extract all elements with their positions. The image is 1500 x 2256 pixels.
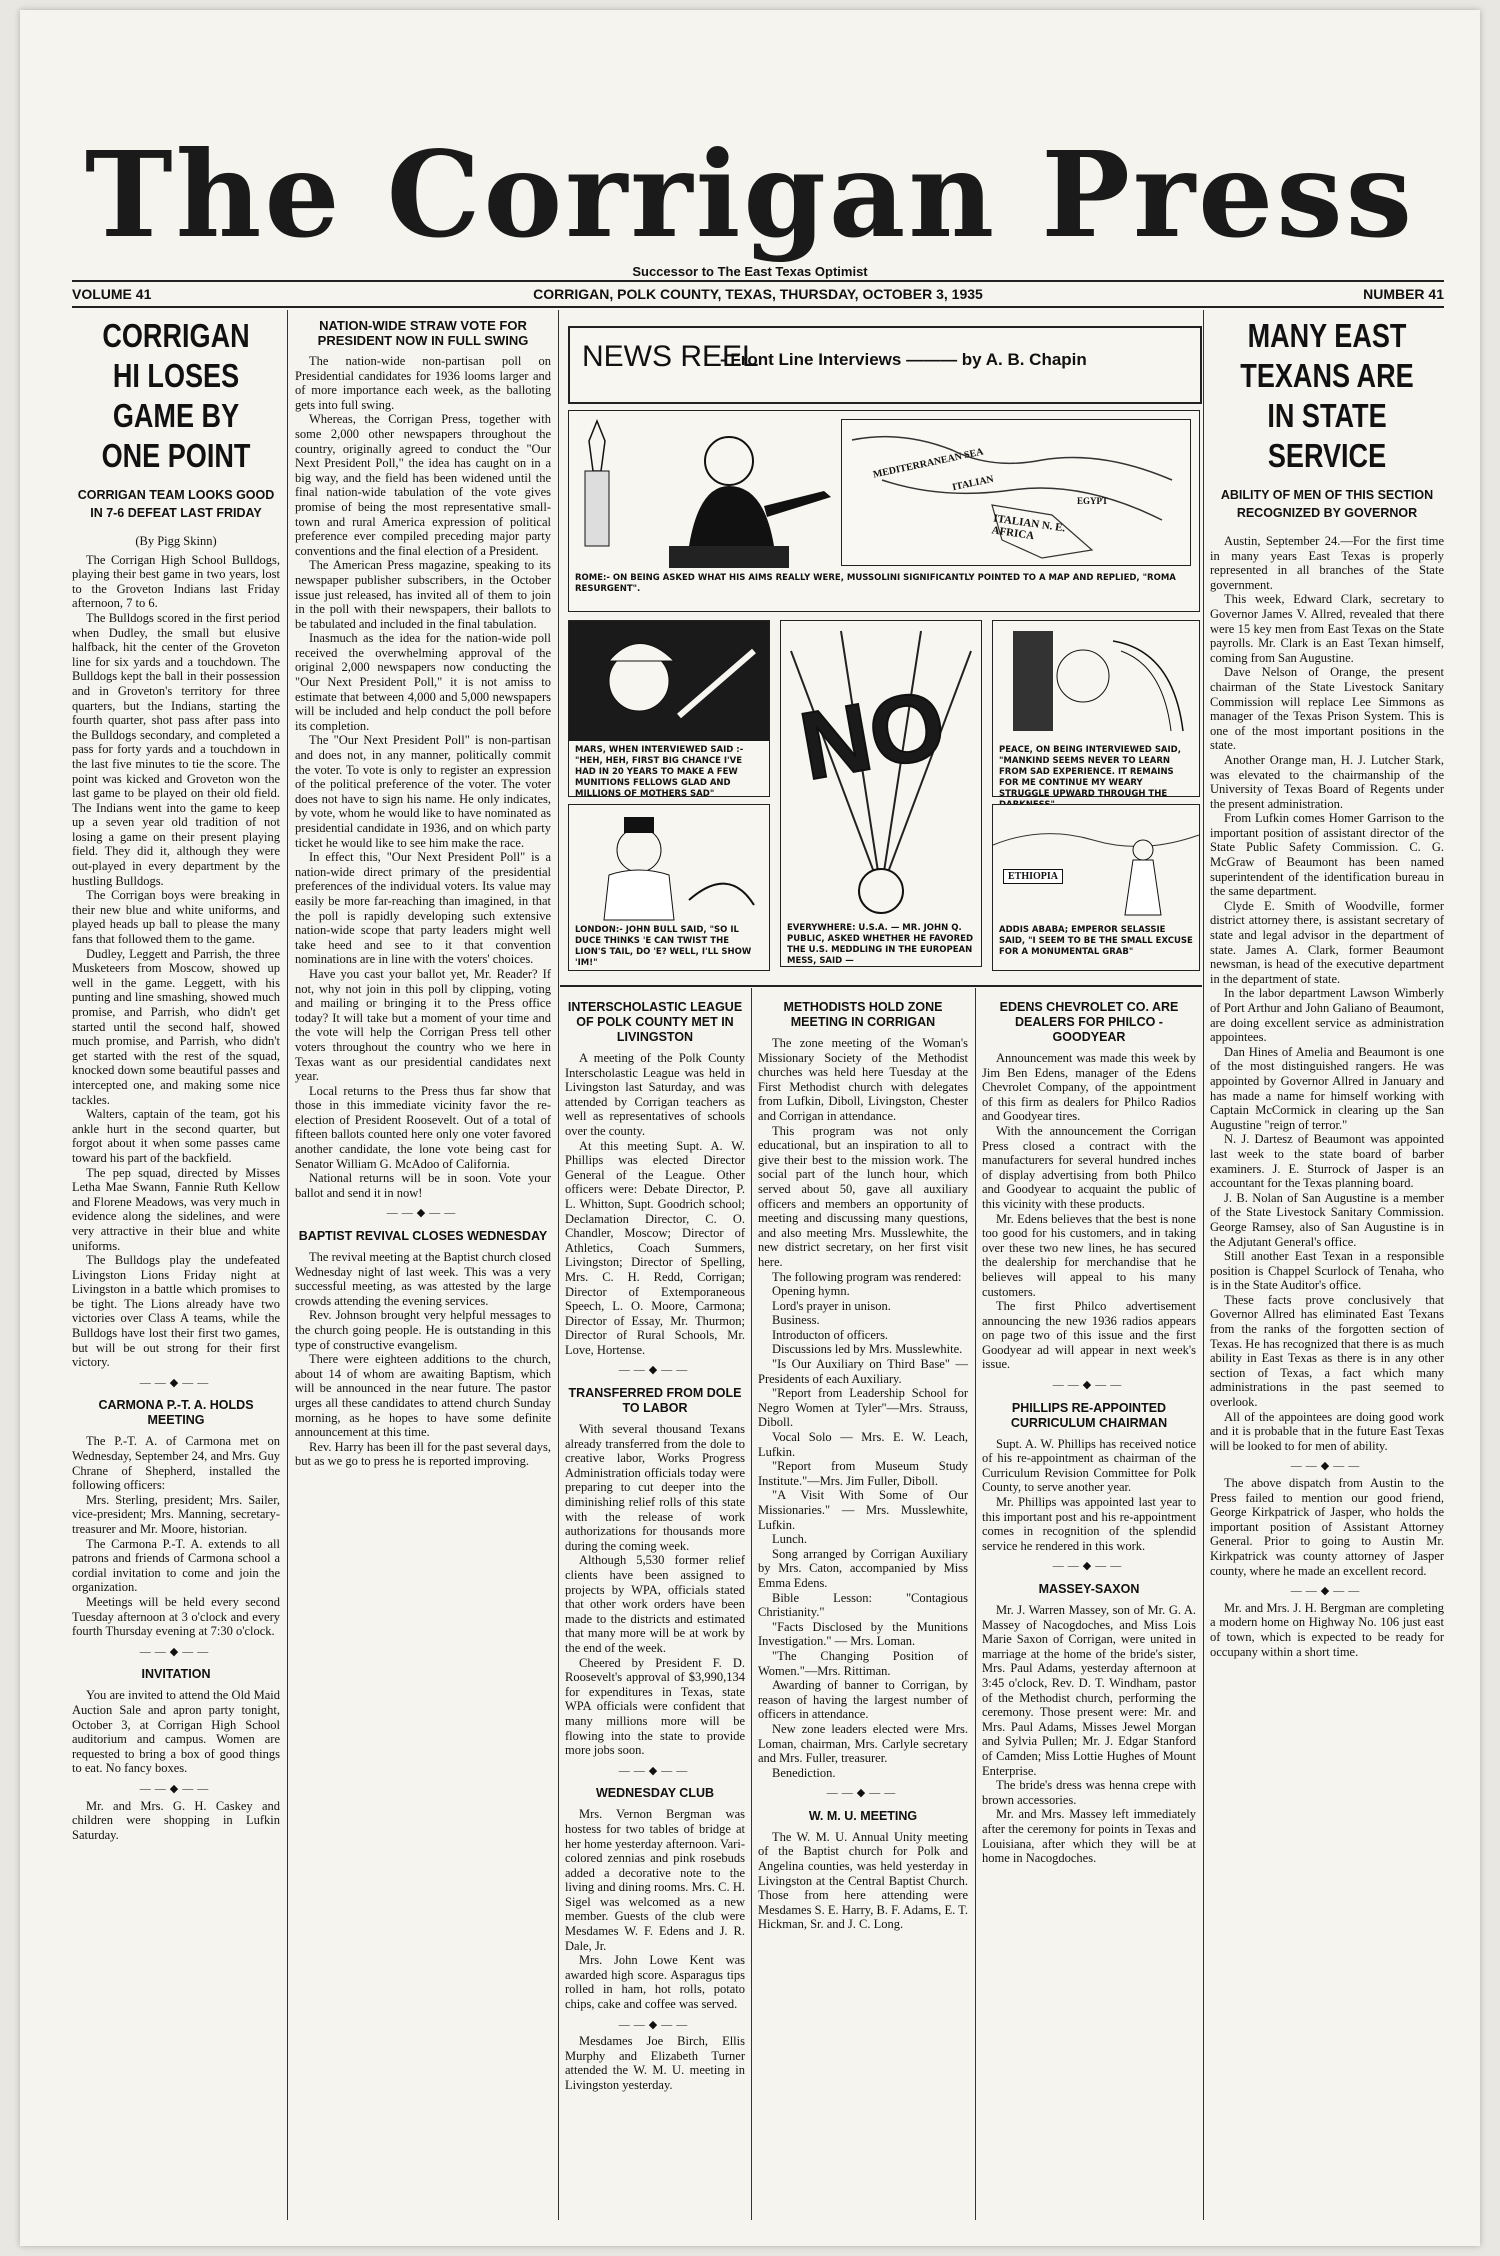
paragraph: New zone leaders elected were Mrs. Loman, chairman, Mrs. Carlyle secretary and Mrs. Fuller, treasurer. (758, 1721, 968, 1766)
separator-ornament (1210, 1584, 1444, 1599)
map-label: ITALIAN (951, 473, 995, 494)
dictator-body (689, 486, 774, 546)
paragraph: Have you cast your ballot yet, Mr. Reader? If not, why not join in this poll by clipping, voting and mailing or bringing it to the Press office today? It will take but a moment of your time and the vote will help the Corrigan Press tell other voters throughout the country who we here in Texas want as our presidential candidates next year. (295, 966, 551, 1084)
paragraph: Lord's prayer in unison. (772, 1298, 891, 1313)
cartoon-title: NEWS REEL (582, 340, 759, 373)
paragraph: Mr. Phillips was appointed last year to this important post and his re-appointment comes in recognition of the splendid service he rendered in this work. (982, 1495, 1196, 1553)
caption-london: LONDON:- JOHN BULL SAID, "SO IL DUCE THINKS 'E CAN TWIST THE LION'S TAIL, DO 'E? WELL, I'LL SHOW 'IM!" (575, 925, 752, 968)
cartoon-panel-rome (568, 410, 1200, 612)
paragraph: "Report from Leadership School for Negro Women at Tyler"—Mrs. Strauss, Diboll. (758, 1386, 968, 1430)
emperor-robe (1125, 860, 1161, 915)
paragraph: With several thousand Texans already transferred from the dole to creative labor, Works Progress Administration officials today were preparing to cut deeper into the diminishing relief rolls of this state with the release of work authorizations for thousands more during the coming week. (565, 1422, 745, 1553)
paragraph: Lunch. (772, 1532, 808, 1547)
paragraph: At this meeting Supt. A. W. Phillips was elected Director General of the League. Other officers were: Debate Director, P. L. Whitton, Supt. Goodrich school; Declamation Director, C. O. Chandler, Moscow; Director of Athletics, Coach Summers, Livingston; Director of Spelling, Mrs. C. H. Redd, Corrigan; Director of Extemporaneous Speech, L. O. Moore, Carmona; Director of Essay, Mr. Thurmon; Director of Rural Schools, Mr. Love, Hortense. (565, 1138, 745, 1357)
number-label: NUMBER 41 (1363, 286, 1444, 302)
paragraph: A meeting of the Polk County Interscholastic League was held in Livingston last Saturday, and was attended by Corrigan teachers as well as representatives of schools over the county. (565, 1051, 745, 1138)
headline-wednesday-club: WEDNESDAY CLUB (595, 1786, 715, 1801)
column-1 (72, 316, 280, 2220)
column-rule (287, 310, 288, 2220)
cartoon-panel-mars (568, 620, 770, 797)
dark-shadow (1013, 631, 1053, 731)
paragraph: Mrs. Sterling, president; Mrs. Sailer, vice-president; Mrs. Manning, secretary-treasurer and Mr. Moore, historian. (72, 1492, 280, 1536)
masthead-successor: Successor to The East Texas Optimist (632, 264, 868, 279)
paragraph: With the announcement the Corrigan Press closed a contract with the manufacturers for several hundred inches of display advertising from both Philco and Goodyear to acquaint the public of this vicinity with these products. (982, 1123, 1196, 1211)
paragraph: You are invited to attend the Old Maid Auction Sale and apron party tonight, October 3, at Corrigan High School auditorium and campus. Women are requested to bring a box of good things to eat. No fancy boxes. (72, 1688, 280, 1776)
headline-invitation: INVITATION (141, 1667, 211, 1682)
headline-massey-saxon: MASSEY-SAXON (1038, 1582, 1140, 1596)
cartoon-panel-london (568, 804, 770, 971)
paragraph: The Bulldogs scored in the first period when Dudley, the small but elusive halfback, hit the center of the Groveton line for six yards and a touchdown. The Bulldogs kept the ball in their possession and in Groveton's territory for three quarters, but the Indians, starting the fourth quarter, shot pass after pass into the Bulldogs secondary, and completed a pass for forty yards and a touchdown in the last five minutes to tie the score. The point was kicked and Groveton won the last game to be played on their old field. The Indians went into the game to keep up a seven year old tradition of not losing a game on their present playing field. They did it, although they were out-played in every department by the hustling Bulldogs. (72, 610, 280, 888)
headline-carmona: CARMONA P.-T. A. HOLDS MEETING (98, 1398, 254, 1428)
paragraph: The nation-wide non-partisan poll on Presidential candidates for 1936 looms larger and of more importance each week, as the balloting gets into full swing. (295, 354, 551, 412)
map-drawing (842, 420, 1190, 565)
emperor-head (1133, 840, 1153, 860)
ethiopia-sign: ETHIOPIA (1003, 869, 1063, 884)
paragraph: Mr. and Mrs. Massey left immediately after the ceremony for points in Texas and Louisiana, after which they will be at home in Nacogdoches. (982, 1807, 1196, 1866)
paragraph: "The Changing Position of Women."—Mrs. Rittiman. (758, 1648, 968, 1678)
subhead-football: CORRIGAN TEAM LOOKS GOOD IN 7-6 DEFEAT LAST FRIDAY (77, 488, 275, 520)
paragraph: Whereas, the Corrigan Press, together with some 2,000 other newspapers throughout the country, originally agreed to conduct the "Our Next President Poll," the idea has caught on in a big way, and the field has been widened until the final nation-wide tabulation of the vote gives promise of being the most representative small-town and rural America expression of political preference ever compiled preceding major party conventions and the final election of a President. (295, 412, 551, 558)
map-label: ITALIAN N. E. AFRICA (990, 512, 1067, 543)
john-bull-drawing (569, 805, 769, 925)
paragraph: Mr. and Mrs. J. H. Bergman are completing a modern home on Highway No. 106 just east of town, which is expected to be ready for occupany within a short time. (1210, 1600, 1444, 1659)
column-5 (982, 992, 1196, 2220)
newspaper-page (20, 10, 1480, 2246)
statue-figure (589, 421, 605, 471)
headline-methodists: METHODISTS HOLD ZONE MEETING IN CORRIGAN (783, 1000, 943, 1029)
paragraph: National returns will be in soon. Vote your ballot and send it in now! (295, 1171, 551, 1200)
paragraph: Discussions led by Mrs. Musslewhite. (772, 1342, 963, 1357)
headline-edens: EDENS CHEVROLET CO. ARE DEALERS FOR PHILCO - GOODYEAR (999, 1000, 1179, 1044)
paragraph: Song arranged by Corrigan Auxiliary by Mrs. Caton, accompanied by Miss Emma Edens. (758, 1546, 968, 1590)
map-label: EGYPT (1077, 496, 1109, 506)
column-4 (758, 992, 968, 2220)
lion-tail (689, 884, 754, 905)
paragraph: The W. M. U. Annual Unity meeting of the Baptist church for Polk and Angelina counties, was held yesterday in Livingston at the Central Baptist Church. Those from here attending were Mesdames S. E. Harry, B. F. Adams, E. T. Hickman, Sr. and J. C. Long. (758, 1829, 968, 1932)
selassie-drawing (993, 805, 1199, 925)
coastline (882, 480, 1162, 520)
subhead-state-service: ABILITY OF MEN OF THIS SECTION RECOGNIZED BY GOVERNOR (1220, 488, 1434, 520)
headline-wmu: W. M. U. MEETING (808, 1808, 918, 1823)
paragraph: Opening hymn. (772, 1284, 850, 1299)
masthead-rule-top (72, 280, 1444, 282)
paragraph: There were eighteen additions to the church, about 14 of whom are awaiting Baptism, which will be announced in the near future. The pastor urges all these candidates to attend church Sunday morning, as he hopes to have some definite announcement at this time. (295, 1352, 551, 1440)
column-2 (295, 316, 551, 2220)
paragraph: The P.-T. A. of Carmona met on Wednesday, September 24, and Mrs. Guy Chrane of Shepherd, installed the following officers: (72, 1434, 280, 1493)
paragraph: Meetings will be held every second Tuesday afternoon at 3 o'clock and every fourth Thursday evening at 7:30 o'clock. (72, 1594, 280, 1639)
paragraph: The Corrigan High School Bulldogs, playing their best game in two years, lost to the Groveton Indians last Friday afternoon, 7 to 6. (72, 552, 280, 611)
paragraph: Cheered by President F. D. Roosevelt's approval of $3,990,134 for expenditures in Texas, state WPA officials were confident that many millions more will be flowing into the state to provide more jobs soon. (565, 1655, 745, 1758)
paragraph: The above dispatch from Austin to the Press failed to mention our good friend, George Kirkpatrick of Jasper, who holds the important position of Assistant Attorney General. Prior to going to Austin Mr. Kirkpatrick was county attorney of Jasper county, where he made an excellent record. (1210, 1476, 1444, 1578)
caption-rome: ROME:- ON BEING ASKED WHAT HIS AIMS REALLY WERE, MUSSOLINI SIGNIFICANTLY POINTED TO A MAP AND REPLIED, "ROMA RESURGENT". (575, 573, 1176, 594)
cartoon-panel-addis (992, 804, 1200, 971)
separator-ornament (1210, 1459, 1444, 1474)
masthead-rule-bottom (72, 306, 1444, 308)
pointing-arm (764, 491, 831, 517)
separator-ornament (758, 1786, 968, 1801)
caption-usa: EVERYWHERE: U.S.A. — MR. JOHN Q. PUBLIC, ASKED WHETHER HE FAVORED THE U.S. MEDDLING IN THE EUROPEAN MESS, SAID — (787, 923, 974, 966)
paragraph: Benediction. (772, 1765, 836, 1780)
separator-ornament (982, 1378, 1196, 1393)
paragraph: All of the appointees are doing good work and it is probable that in the future East Texas will be looked to for men of ability. (1210, 1409, 1444, 1453)
headline-straw-vote: NATION-WIDE STRAW VOTE FOR PRESIDENT NOW IN FULL SWING (317, 318, 529, 348)
paragraph: Mrs. John Lowe Kent was awarded high score. Asparagus tips rolled in ham, hot rolls, potato chips, cake and coffee was served. (565, 1953, 745, 2012)
separator-ornament (72, 1782, 280, 1797)
peace-drawing (993, 621, 1199, 741)
dictator-head (705, 437, 753, 485)
peace-face (1057, 650, 1109, 702)
map-board (841, 419, 1191, 566)
paragraph: Another Orange man, H. J. Lutcher Stark, was elevated to the chairmanship of the University of Texas Board of Regents under the present administration. (1210, 752, 1444, 811)
headline-phillips: PHILLIPS RE-APPOINTED CURRICULUM CHAIRMAN (1010, 1400, 1168, 1430)
paragraph: In the labor department Lawson Wimberly of Port Arthur and John Galiano of Beaumont, are doing excellent service as administration appointees. (1210, 986, 1444, 1045)
paragraph: The revival meeting at the Baptist church closed Wednesday night of last week. This was a very successful meeting, as was attested by the large crowds attending the evening services. (295, 1250, 551, 1308)
paragraph: Mesdames Joe Birch, Ellis Murphy and Elizabeth Turner attended the W. M. U. meeting in Livingston yesterday. (565, 2034, 745, 2092)
paragraph: "Is Our Auxiliary on Third Base" — Presidents of each Auxiliary. (758, 1357, 968, 1386)
paragraph: Mrs. Vernon Bergman was hostess for two tables of bridge at her home yesterday afternoon. Vari-colored zennias and pink rosebuds added a decorative note to the living and dining rooms. Mrs. C. H. Sigel was welcomed as a new member. Guests of the club were Mesdames W. F. Edens and J. R. Dale, Jr. (565, 1807, 745, 1953)
podium (669, 546, 789, 568)
paragraph: Vocal Solo — Mrs. E. W. Leach, Lufkin. (758, 1430, 968, 1459)
paragraph: Bible Lesson: "Contagious Christianity." (758, 1590, 968, 1620)
column-6 (1210, 316, 1444, 2220)
paragraph: Business. (772, 1313, 820, 1328)
paragraph: Mr. and Mrs. G. H. Caskey and children were shopping in Lufkin Saturday. (72, 1798, 280, 1842)
paragraph: Clyde E. Smith of Woodville, former district attorney there, is assistant secretary of state and legal advisor in the department of state. James A. Clark, former Beaumont newsman, is head of the executive department in the department of state. (1210, 898, 1444, 986)
dateline-text: CORRIGAN, POLK COUNTY, TEXAS, THURSDAY, OCTOBER 3, 1935 (533, 286, 983, 302)
separator-ornament (565, 2018, 745, 2033)
volume-label: VOLUME 41 (72, 286, 152, 302)
top-hat (624, 817, 654, 833)
wing (1113, 641, 1183, 731)
separator-ornament (295, 1206, 551, 1221)
paragraph: This program was not only educational, but an inspiration to all to give their best to the mission work. The social part of the lunch hour, which served about 50, gave all auxiliary officers and members an opportunity of meeting and discussing many questions, and also meeting Mrs. Musslewhite, the new district secretary, on her first visit here. (758, 1123, 968, 1269)
cartoon-panel-peace (992, 620, 1200, 797)
byline: (By Pigg Skinn) (135, 534, 217, 548)
headline-baptist: BAPTIST REVIVAL CLOSES WEDNESDAY (298, 1229, 548, 1244)
paragraph: Rev. Harry has been ill for the past several days, but as we go to press he is reported improving. (295, 1439, 551, 1469)
paragraph: "Report from Museum Study Institute."—Mrs. Jim Fuller, Diboll. (758, 1459, 968, 1488)
caption-mars: MARS, WHEN INTERVIEWED SAID :- "HEH, HEH, FIRST BIG CHANCE I'VE HAD IN 20 YEARS TO MAKE A FEW MUNITIONS FELLOWS GLAD AND MILLIONS OF MOTHERS SAD" (575, 745, 744, 799)
headline-interscholastic: INTERSCHOLASTIC LEAGUE OF POLK COUNTY MET IN LIVINGSTON (567, 1000, 743, 1044)
paragraph: This week, Edward Clark, secretary to Governor James V. Allred, revealed that there were 15 key men from East Texas on the State payrolls. Mr. Clark is an East Texan himself, coming from San Augustine. (1210, 592, 1444, 665)
column-rule (751, 988, 752, 2220)
paragraph: Local returns to the Press thus far show that those in this immediate vicinity favor the re-election of President Roosevelt. Out of a total of fifteen ballots counted here only one voter favored another candidate, the lone vote being cast for Senator William G. McAdoo of California. (295, 1083, 551, 1171)
masthead-title: The Corrigan Press (84, 125, 1416, 264)
paragraph: Still another East Texan in a responsible position is Chappel Scurlock of Tenaha, who is in the State Auditor's office. (1210, 1249, 1444, 1293)
paragraph: Dan Hines of Amelia and Beaumont is one of the most distinguished rangers. He was appointed by Governor Allred in January and has made a name for himself working with Captain McCormick in clearing up the San Augustine "reign of terror." (1210, 1044, 1444, 1132)
paragraph: Rev. Johnson brought very helpful messages to the church going people. He is outstanding in this type of constructive evangelism. (295, 1308, 551, 1352)
paragraph: N. J. Dartesz of Beaumont was appointed last week to the state board of barber examiners. J. E. Sturrock of Jasper is an accountant for the Texas planning board. (1210, 1132, 1444, 1191)
paragraph: Mr. J. Warren Massey, son of Mr. G. A. Massey of Nacogdoches, and Miss Lois Marie Saxon of Corrigan, were united in marriage at the home of the bride's sister, Mrs. Paul Adams, yesterday afternoon at 3:45 o'clock, Rev. D. T. Windham, pastor of the Methodist church, performing the ceremony. Those present were: Mr. and Mrs. Paul Adams, Misses Jewel Morgan and Sylvia Pullen; Mr. J. Edgar Stanford of Camden; Miss Lottie Hughes of Mount Enterprise. (982, 1603, 1196, 1778)
separator-ornament (72, 1376, 280, 1391)
paragraph: Announcement was made this week by Jim Ben Edens, manager of the Edens Chevrolet Company, of the appointment of this firm as dealers for Philco Radios and Goodyear tires. (982, 1051, 1196, 1124)
cartoon-title-box (568, 326, 1202, 404)
paragraph: Introducton of officers. (772, 1327, 889, 1342)
paragraph: Awarding of banner to Corrigan, by reason of having the largest number of officers in attendance. (758, 1678, 968, 1722)
cartoon-bottom-rule (560, 985, 1202, 987)
paragraph: The Corrigan boys were breaking in their new blue and white uniforms, and played heads up ball to please the many fans that followed them to the game. (72, 888, 280, 947)
paragraph: The American Press magazine, speaking to its newspaper publisher subscribers, in the October issue just released, has invited all of them to join in the poll with their newspapers, their ballots to be tabulated and included in the final tabulation. (295, 558, 551, 631)
separator-ornament (565, 1363, 745, 1378)
separator-ornament (72, 1645, 280, 1660)
caption-addis: ADDIS ABABA; EMPEROR SELASSIE SAID, "I SEEM TO BE THE SMALL EXCUSE FOR A MONUMENTAL GRAB" (999, 925, 1193, 957)
paragraph: In effect this, "Our Next President Poll" is a nation-wide direct primary of the presidential preferences of the individual voters. Its value may easily be more far-reaching than imagined, in that the poll is rapidly developing such extensive nation-wide scope that party leaders might well take heed and see to it that convention nominations are in line with the voters' choices. (295, 850, 551, 967)
paragraph: The following program was rendered: (772, 1269, 962, 1284)
paragraph: The Carmona P.-T. A. extends to all patrons and friends of Carmona school a cordial invitation to come and join the organization. (72, 1536, 280, 1595)
paragraph: Mr. Edens believes that the best is none too good for his customers, and in taking over these two new lines, he has secured the dealership for merchandise that he believes will appeal to his many customers. (982, 1211, 1196, 1299)
separator-ornament (982, 1559, 1196, 1574)
paragraph: Inasmuch as the idea for the nation-wide poll received the overwhelming approval of the original 2,000 newspapers now conducting the "Our Next President Poll," it is not amiss to estimate that between 4,000 and 5,000 newspapers will be included and help conduct the poll before its completion. (295, 631, 551, 733)
wing (1121, 651, 1171, 731)
john-bull-face (617, 828, 661, 872)
horizon (993, 834, 1199, 847)
headline-football: CORRIGAN HI LOSES GAME BY ONE POINT (101, 317, 251, 474)
news-reel-cartoon (568, 326, 1200, 978)
headline-state-service: MANY EAST TEXANS ARE IN STATE SERVICE (1240, 317, 1414, 474)
no-shout: NO (792, 670, 954, 801)
paragraph: The zone meeting of the Woman's Missionary Society of the Methodist churches was held here Tuesday at the First Methodist church with delegates from Lufkin, Diboll, Livingston, Chester and Corrigan in attendance. (758, 1036, 968, 1123)
paragraph: "Facts Disclosed by the Munitions Investigation." — Mrs. Loman. (758, 1619, 968, 1649)
map-label: MEDITERRANEAN SEA (872, 446, 985, 481)
column-rule (1203, 310, 1204, 2220)
paragraph: Dave Nelson of Orange, the present chairman of the State Livestock Sanitary Commission will replace Lee Simmons as manager of the Texas Prison System. This is one of the most important positions in the state. (1210, 665, 1444, 753)
cartoon-subtitle: - Front Line Interviews ——— by A. B. Chapin (720, 350, 1087, 369)
paragraph: Although 5,530 former relief clients have been assigned to projects by WPA, officials stated that other work orders have been made to the districts and estimated that many more will be at work by the end of the week. (565, 1553, 745, 1655)
paragraph: The Bulldogs play the undefeated Livingston Lions Friday night at Livingston in a battle which promises to be tight. The Lions already have two victories over Class A teams, while the Bulldogs have lost their first two games, but will be out strong for their first victory. (72, 1253, 280, 1370)
cartoon-panel-no (780, 620, 982, 967)
caption-peace: PEACE, ON BEING INTERVIEWED SAID, "MANKIND SEEMS NEVER TO LEARN FROM SAD EXPERIENCE. IT REMAINS FOR ME CONTINUE MY WEARY STRUGGLE UPWARD THROUGH THE (999, 745, 1181, 799)
paragraph: J. B. Nolan of San Augustine is a member of the State Livestock Sanitary Commission. George Ramsey, also of San Augustine is in the Adjutant General's office. (1210, 1190, 1444, 1249)
mars-drawing (569, 621, 769, 741)
public-face (859, 869, 903, 913)
paragraph: "A Visit With Some of Our Missionaries." — Mrs. Musslewhite, Lufkin. (758, 1488, 968, 1532)
separator-ornament (565, 1764, 745, 1779)
column-3 (565, 992, 745, 2220)
paragraph: These facts prove conclusively that Governor Allred has eliminated East Texans from the ranks of the forgotten section of Texas. He has recognized that there is as much ability in East Texas as there is in any other section of Texas, a fact which many administrations in the past seemed to overlook. (1210, 1292, 1444, 1410)
paragraph: Dudley, Leggett and Parrish, the three Musketeers from Moscow, showed up well in the game. Leggett, with his punting and line smashing, showed much promise, and Parrish, who didn't get started until the second half, showed much promise, and Parrish, who didn't get started with the rest of the squad, knocked down some beautiful passes and intercepted one, and making some nice tackles. (72, 946, 280, 1107)
paragraph: Supt. A. W. Phillips has received notice of his re-appointment as chairman of the Curriculum Revision Committee for Polk County, to serve another year. (982, 1436, 1196, 1495)
paragraph: From Lufkin comes Homer Garrison to the important position of assistant director of the State Public Safety Commission. C. G. McGraw of Beaumont has been named superintendent of the identification bureau in the same department. (1210, 811, 1444, 899)
paragraph: The "Our Next President Poll" is non-partisan and does not, in any manner, politically commit the voter. To vote is only to register an expression of the political preference of the voter. The voter does not have to sign his name. He only indicates, by vote, whom he would like to have nominated as presidential candidate in 1936, and on which party ticket he would like to see him make the race. (295, 733, 551, 850)
statue-pedestal (585, 471, 609, 546)
paragraph: Austin, September 24.—For the first time in many years East Texas is properly represented in all branches of the State government. (1210, 534, 1444, 592)
column-rule (975, 988, 976, 2220)
paragraph: The bride's dress was henna crepe with brown accessories. (982, 1778, 1196, 1807)
headline-transfer: TRANSFERRED FROM DOLE TO LABOR (568, 1386, 742, 1416)
paragraph: The first Philco advertisement announcing the new 1936 radios appears on page two of this issue and the first Goodyear ad will appear in next week's issue. (982, 1299, 1196, 1372)
paragraph: Walters, captain of the team, got his ankle hurt in the second quarter, but forgot about it when some passes came toward his part of the backfield. (72, 1107, 280, 1165)
john-bull-coat (604, 870, 674, 920)
column-rule (558, 310, 559, 2220)
paragraph: The pep squad, directed by Misses Letha Mae Swann, Fannie Ruth Kellow and Florene Meadows, was very much in evidence along the sidelines, and were very attractive in their blue and white uniforms. (72, 1165, 280, 1253)
